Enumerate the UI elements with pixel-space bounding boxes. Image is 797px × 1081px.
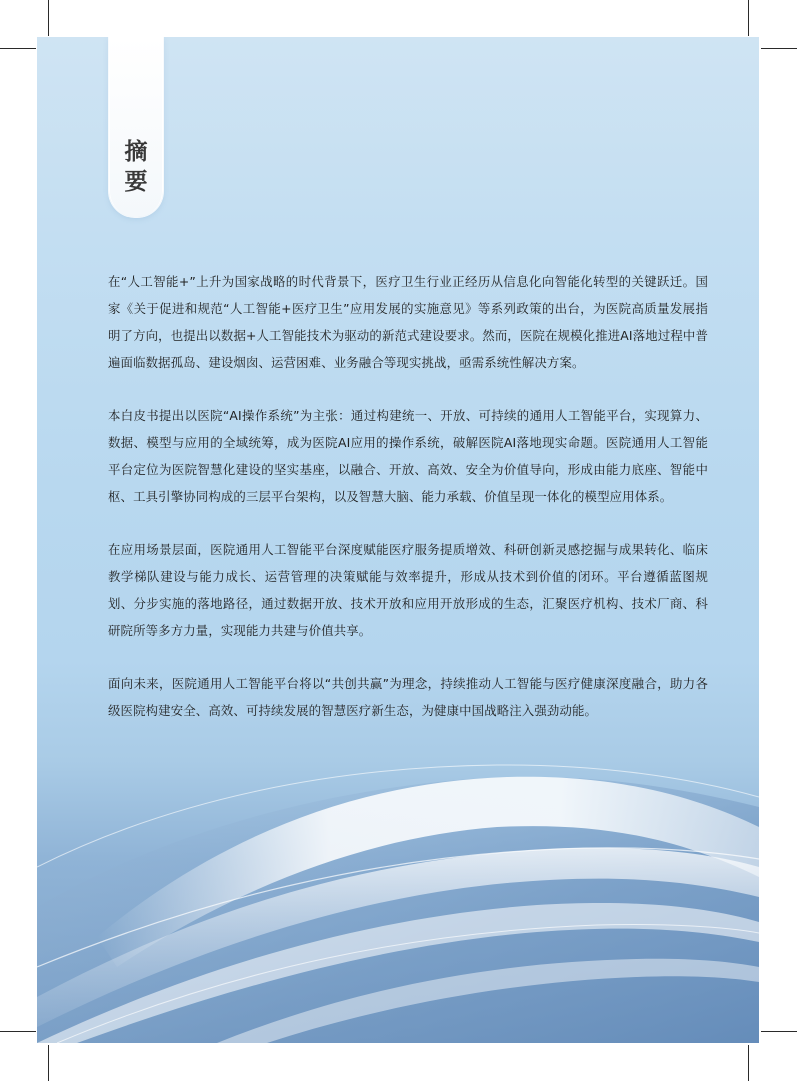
crop-mark-top-right (748, 0, 749, 36)
paragraph-2: 本白皮书提出以医院“AI操作系统”为主张：通过构建统一、开放、可持续的通用人工智能平台，实现算力、数据、模型与应用的全域统筹，成为医院AI应用的操作系统，破解医院AI落地现实命题。医院通用人工智能平台定位为医院智慧化建设的坚实基座，以融合、开放、高效、安全为价值导向，形成由能力底座、智能中枢、工具引擎协同构成的三层平台架构，以及智慧大脑、能力承载、价值呈现一体化的模型应用体系。 (108, 408, 708, 504)
crop-mark-bottom-left-h (0, 1031, 36, 1032)
section-title (110, 137, 162, 197)
abstract-body (108, 268, 708, 750)
section-title-char-2: 要 (124, 168, 148, 195)
crop-mark-top-right-h (761, 48, 797, 49)
paragraph-3: 在应用场景层面，医院通用人工智能平台深度赋能医疗服务提质增效、科研创新灵感挖掘与成果转化、临床教学梯队建设与能力成长、运营管理的决策赋能与效率提升，形成从技术到价值的闭环。平台遵循蓝图规划、分步实施的落地路径，通过数据开放、技术开放和应用开放形成的生态，汇聚医疗机构、技术厂商、科研院所等多方力量，实现能力共建与价值共享。 (108, 542, 708, 638)
crop-mark-top-left-h (0, 48, 36, 49)
paragraph-4: 面向未来，医院通用人工智能平台将以“共创共赢”为理念，持续推动人工智能与医疗健康深度融合，助力各级医院构建安全、高效、可持续发展的智慧医疗新生态，为健康中国战略注入强劲动能。 (108, 676, 708, 718)
paragraph-1: 在“人工智能+”上升为国家战略的时代背景下，医疗卫生行业正经历从信息化向智能化转型的关键跃迁。国家《关于促进和规范“人工智能+医疗卫生”应用发展的实施意见》等系列政策的出台，为医院高质量发展指明了方向，也提出以数据+人工智能技术为驱动的新范式建设要求。然而，医院在规模化推进AI落地过程中普遍面临数据孤岛、建设烟囱、运营困难、业务融合等现实挑战，亟需系统性解决方案。 (108, 274, 708, 370)
crop-mark-bottom-left (48, 1045, 49, 1081)
section-tab (109, 37, 163, 217)
crop-mark-bottom-right (748, 1045, 749, 1081)
section-title-char-1: 摘 (124, 138, 148, 165)
page-panel (37, 37, 759, 1043)
crop-mark-top-left (48, 0, 49, 36)
crop-mark-bottom-right-h (761, 1031, 797, 1032)
